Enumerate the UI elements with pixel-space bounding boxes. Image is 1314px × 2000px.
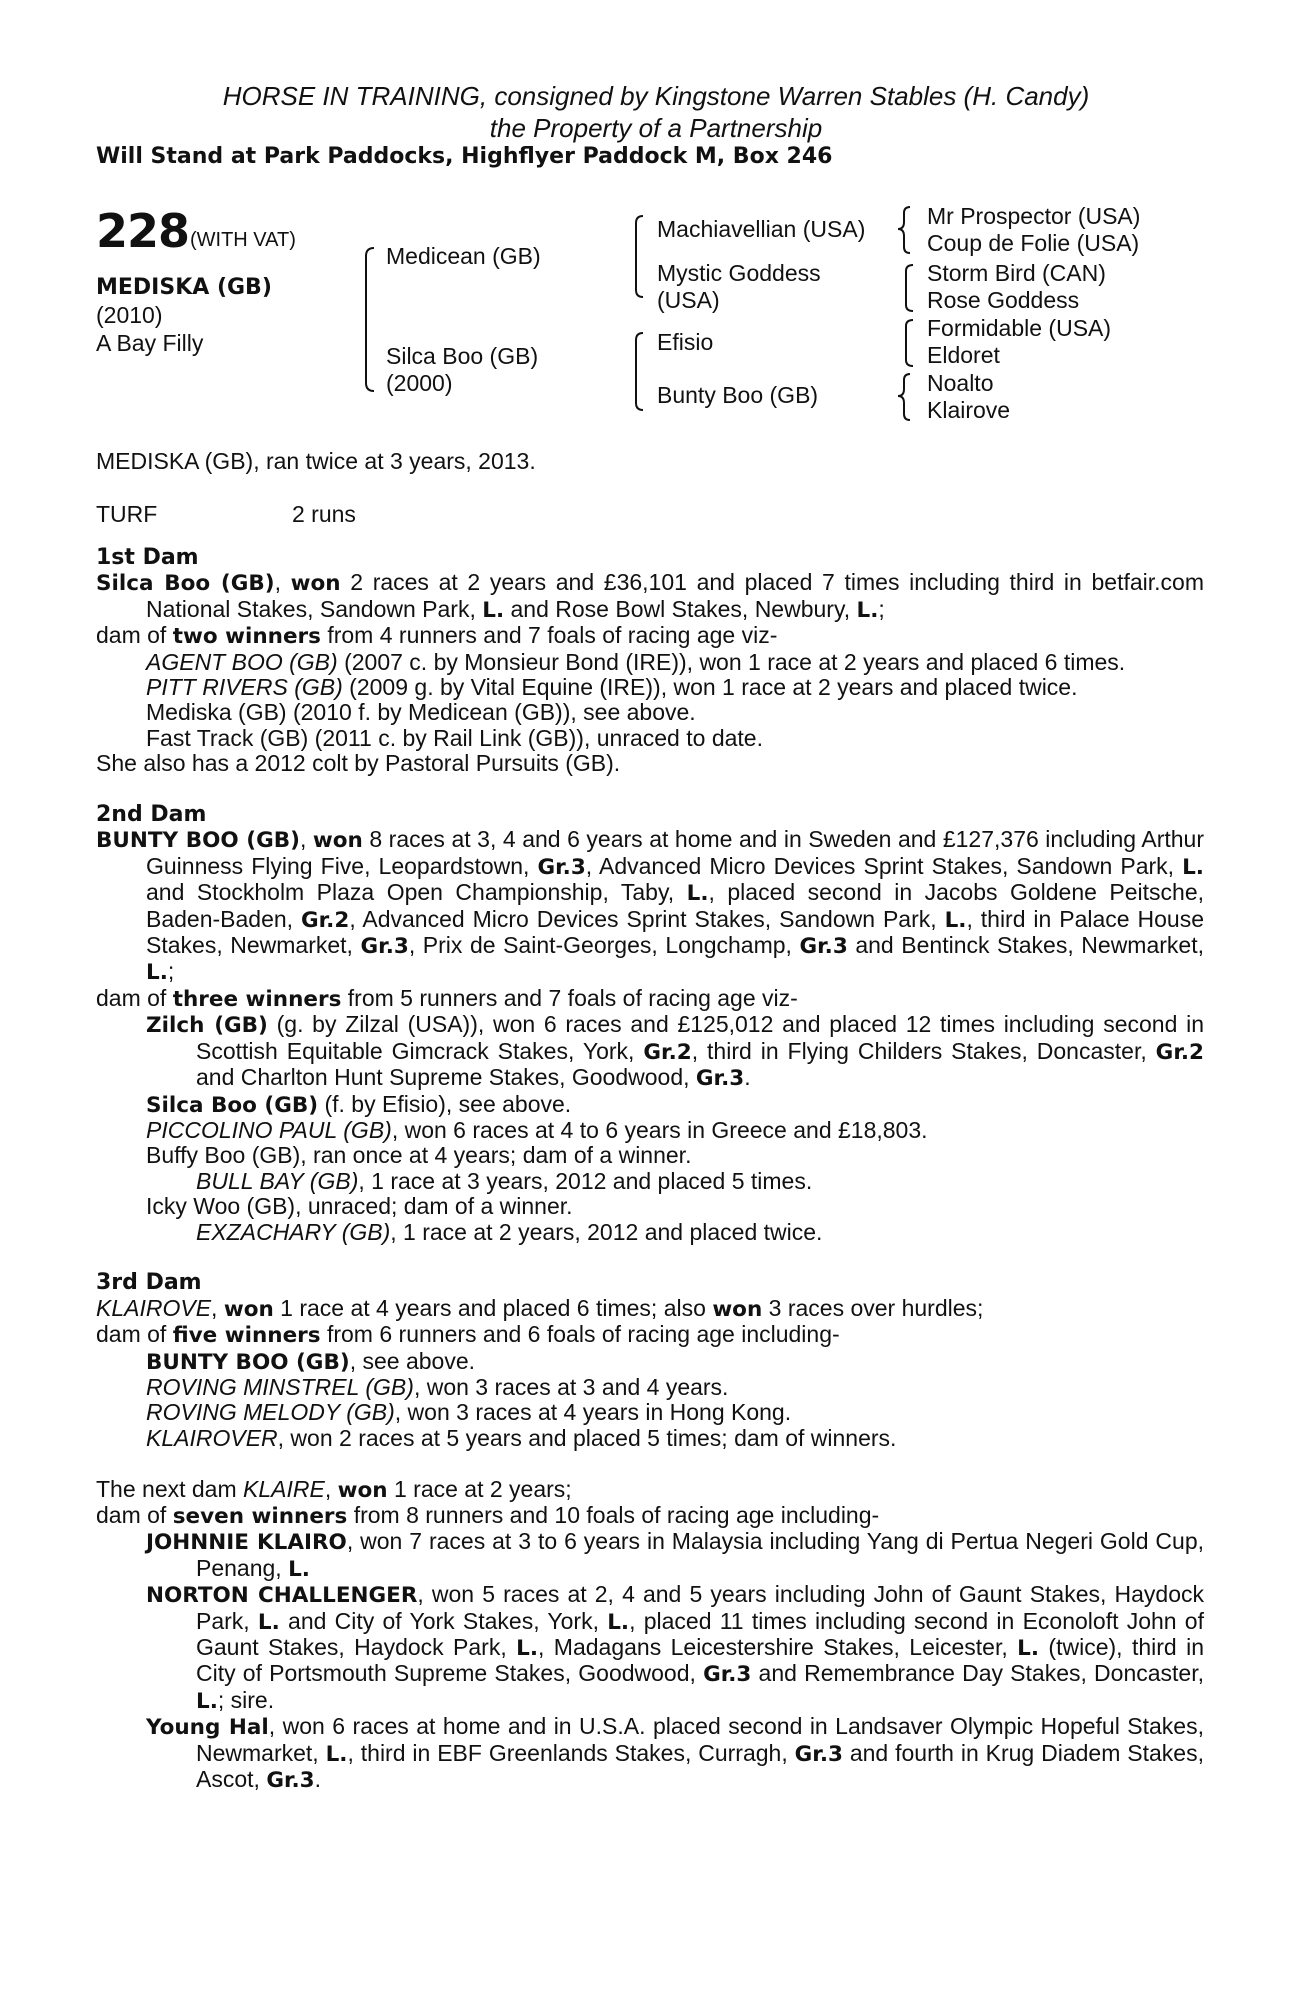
produce-note: She also has a 2012 colt by Pastoral Pursuits (GB).: [96, 750, 621, 777]
pedigree-dam-sire: Efisio: [657, 329, 714, 355]
pedigree-bracket-dam: [632, 332, 646, 412]
horse-name: MEDISKA (GB): [96, 275, 272, 300]
horse-year: (2010): [96, 302, 163, 328]
produce-item: ROVING MINSTREL (GB), won 3 races at 3 and 4 years.: [146, 1373, 729, 1400]
produce-item: Buffy Boo (GB), ran once at 4 years; dam of a winner.: [146, 1142, 692, 1169]
third-dam-produce-summary: dam of five winners from 6 runners and 6 foals of racing age including-: [96, 1321, 840, 1349]
pedigree-g3-6: Eldoret: [927, 342, 1000, 368]
pedigree-dam-year: (2000): [386, 370, 453, 396]
second-dam-heading: 2nd Dam: [96, 802, 207, 828]
pedigree-bracket-sire: [632, 215, 646, 299]
pedigree-g3-7: Noalto: [927, 370, 994, 396]
pedigree-sire: Medicean (GB): [386, 243, 541, 269]
produce-item: Mediska (GB) (2010 f. by Medicean (GB)), see above.: [146, 699, 696, 726]
consignment-line: HORSE IN TRAINING, consigned by Kingstone Warren Stables (H. Candy): [222, 81, 1090, 111]
pedigree-bracket-g3-3: [902, 318, 916, 368]
pedigree-bracket-g3-4: [896, 372, 916, 422]
produce-item: AGENT BOO (GB) (2007 c. by Monsieur Bond (IRE)), won 1 race at 2 years and placed 6 times.: [146, 648, 1126, 675]
produce-item: PITT RIVERS (GB) (2009 g. by Vital Equine (IRE)), won 1 race at 2 years and placed twice.: [146, 674, 1078, 701]
pedigree-bracket-g3-1: [896, 205, 916, 255]
first-dam-entry: Silca Boo (GB), won 2 races at 2 years and £36,101 and placed 7 times including third in betfair.com National Stakes, Sandown Park, L. and Rose Bowl Stakes, Newbury, L.;: [96, 569, 1204, 623]
pedigree-g3-5: Formidable (USA): [927, 315, 1112, 341]
next-dam-produce-summary: dam of seven winners from 8 runners and 10 foals of racing age including-: [96, 1501, 880, 1529]
vat-note: (WITH VAT): [190, 229, 296, 251]
next-dam-entry: The next dam KLAIRE, won 1 race at 2 years;: [96, 1475, 572, 1503]
pedigree-g3-2: Coup de Folie (USA): [927, 230, 1140, 256]
produce-item: JOHNNIE KLAIRO, won 7 races at 3 to 6 years in Malaysia including Yang di Pertua Negeri Gold Cup, Penang, L.: [146, 1528, 1205, 1582]
pedigree-g3-1: Mr Prospector (USA): [927, 203, 1141, 229]
runs-count: 2 runs: [292, 501, 356, 527]
produce-item: Zilch (GB) (g. by Zilzal (USA)), won 6 races and £125,012 and placed 12 times including second in Scottish Equitable Gimcrack Stakes, York, Gr.2, third in Flying Childers Stakes, Doncaster, Gr.2 and Charlton Hunt Supreme Stakes, Goodwood, Gr.3.: [146, 1011, 1204, 1092]
produce-item: ROVING MELODY (GB), won 3 races at 4 years in Hong Kong.: [146, 1399, 792, 1426]
produce-subitem: BULL BAY (GB), 1 race at 3 years, 2012 and placed 5 times.: [196, 1167, 813, 1194]
second-dam-produce-summary: dam of three winners from 5 runners and 7 foals of racing age viz-: [96, 984, 798, 1012]
race-record: MEDISKA (GB), ran twice at 3 years, 2013.: [96, 448, 536, 474]
produce-item: BUNTY BOO (GB), see above.: [146, 1347, 475, 1375]
horse-description: A Bay Filly: [96, 330, 204, 356]
produce-item: Young Hal, won 6 races at home and in U.S.A. placed second in Landsaver Olympic Hopeful Stakes, Newmarket, L., third in EBF Greenlands Stakes, Curragh, Gr.3 and fourth in Krug Diadem Stakes, Ascot, Gr.3.: [146, 1713, 1204, 1794]
ownership-line: the Property of a Partnership: [489, 113, 823, 143]
produce-item: Silca Boo (GB) (f. by Efisio), see above.: [146, 1090, 572, 1118]
pedigree-bracket-g3-2: [902, 263, 916, 313]
first-dam-produce-summary: dam of two winners from 4 runners and 7 foals of racing age viz-: [96, 622, 778, 650]
pedigree-dam: Silca Boo (GB): [386, 343, 539, 369]
first-dam-heading: 1st Dam: [96, 545, 199, 570]
produce-item: PICCOLINO PAUL (GB), won 6 races at 4 to 6 years in Greece and £18,803.: [146, 1116, 928, 1143]
produce-item: Icky Woo (GB), unraced; dam of a winner.: [146, 1193, 573, 1220]
pedigree-g3-4: Rose Goddess: [927, 287, 1080, 313]
stand-location: Will Stand at Park Paddocks, Highflyer Paddock M, Box 246: [96, 144, 833, 169]
third-dam-heading: 3rd Dam: [96, 1270, 202, 1296]
produce-record: [96, 545, 1204, 1793]
pedigree-g3-3: Storm Bird (CAN): [927, 260, 1106, 286]
pedigree-bracket-main: [362, 247, 378, 392]
third-dam-entry: KLAIROVE, won 1 race at 4 years and placed 6 times; also won 3 races over hurdles;: [96, 1294, 984, 1322]
second-dam-entry: BUNTY BOO (GB), won 8 races at 3, 4 and 6 years at home and in Sweden and £127,376 including Arthur Guinness Flying Five, Leopardstown, Gr.3, Advanced Micro Devices Sprint Stakes, Sandown Park, L. and Stockholm Plaza Open Championship, Taby, L., placed second in Jacobs Goldene Peitsche, Baden-Baden, Gr.2, Advanced Micro Devices Sprint Stakes, Sandown Park, L., third in Palace House Stakes, Newmarket, Gr.3, Prix de Saint-Georges, Longchamp, Gr.3 and Bentinck Stakes, Newmarket, L.;: [96, 826, 1204, 986]
pedigree-sire-dam-country: (USA): [657, 287, 720, 313]
pedigree-sire-dam: Mystic Goddess: [657, 260, 821, 286]
lot-number: 228: [96, 204, 190, 258]
produce-item: Fast Track (GB) (2011 c. by Rail Link (GB)), unraced to date.: [146, 724, 763, 751]
produce-item: NORTON CHALLENGER, won 5 races at 2, 4 and 5 years including John of Gaunt Stakes, Haydock Park, L. and City of York Stakes, York, L., placed 11 times including second in Econoloft John of Gaunt Stakes, Haydock Park, L., Madagans Leicestershire Stakes, Leicester, L. (twice), third in City of Portsmouth Supreme Stakes, Goodwood, Gr.3 and Remembrance Day Stakes, Doncaster, L.; sire.: [146, 1581, 1204, 1714]
pedigree-sire-sire: Machiavellian (USA): [657, 216, 866, 242]
produce-subitem: EXZACHARY (GB), 1 race at 2 years, 2012 and placed twice.: [196, 1218, 823, 1245]
produce-item: KLAIROVER, won 2 races at 5 years and placed 5 times; dam of winners.: [146, 1424, 897, 1451]
pedigree-g3-8: Klairove: [927, 397, 1011, 423]
pedigree-dam-dam: Bunty Boo (GB): [657, 382, 819, 408]
surface-label: TURF: [96, 501, 158, 527]
